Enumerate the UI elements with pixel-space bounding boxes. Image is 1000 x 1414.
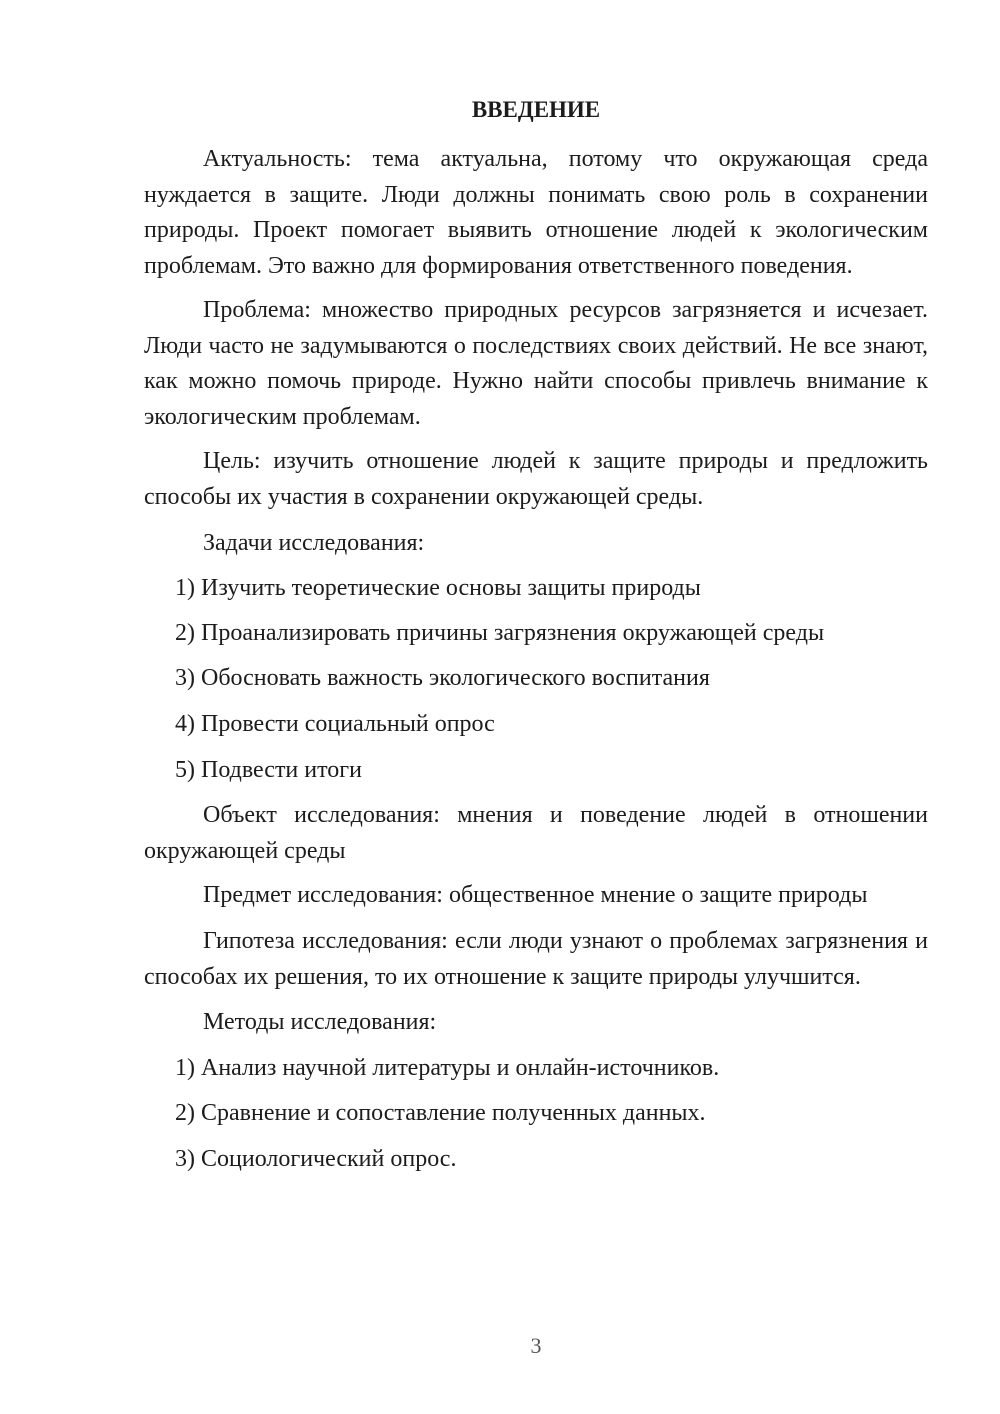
page-number: 3 [530, 1333, 542, 1358]
section-title: ВВЕДЕНИЕ [471, 97, 601, 122]
subject-paragraph: Предмет исследования: общественное мнение о защите природы [203, 882, 868, 908]
task-item: 3) Обосновать важность экологического воспитания [175, 665, 710, 691]
task-item: 2) Проанализировать причины загрязнения окружающей среды [175, 620, 825, 646]
object-paragraph: Объект исследования: мнения и поведение людей в отношении окружающей среды [144, 802, 928, 864]
method-item: 3) Социологический опрос. [175, 1146, 457, 1172]
method-item: 2) Сравнение и сопоставление полученных данных. [175, 1100, 706, 1126]
problem-paragraph: Проблема: множество природных ресурсов загрязняется и исчезает. Люди часто не задумываются о последствиях своих действий. Не все знают, как можно помочь природе. Нужно найти способы привлечь внимание к экологическим проблемам. [144, 297, 928, 430]
methods-heading: Методы исследования: [203, 1009, 437, 1035]
task-item: 5) Подвести итоги [175, 757, 362, 783]
relevance-paragraph: Актуальность: тема актуальна, потому что окружающая среда нуждается в защите. Люди должны понимать свою роль в сохранении природы. Проект помогает выявить отношение людей к экологическим проблемам. Это важно для формирования ответственного поведения. [144, 146, 928, 279]
task-item: 4) Провести социальный опрос [175, 711, 495, 737]
hypothesis-paragraph: Гипотеза исследования: если люди узнают о проблемах загрязнения и способах их решения, то их отношение к защите природы улучшится. [144, 928, 928, 990]
goal-paragraph: Цель: изучить отношение людей к защите природы и предложить способы их участия в сохранении окружающей среды. [144, 448, 928, 510]
method-item: 1) Анализ научной литературы и онлайн-источников. [175, 1055, 720, 1081]
tasks-heading: Задачи исследования: [203, 530, 425, 556]
task-item: 1) Изучить теоретические основы защиты природы [175, 575, 701, 601]
